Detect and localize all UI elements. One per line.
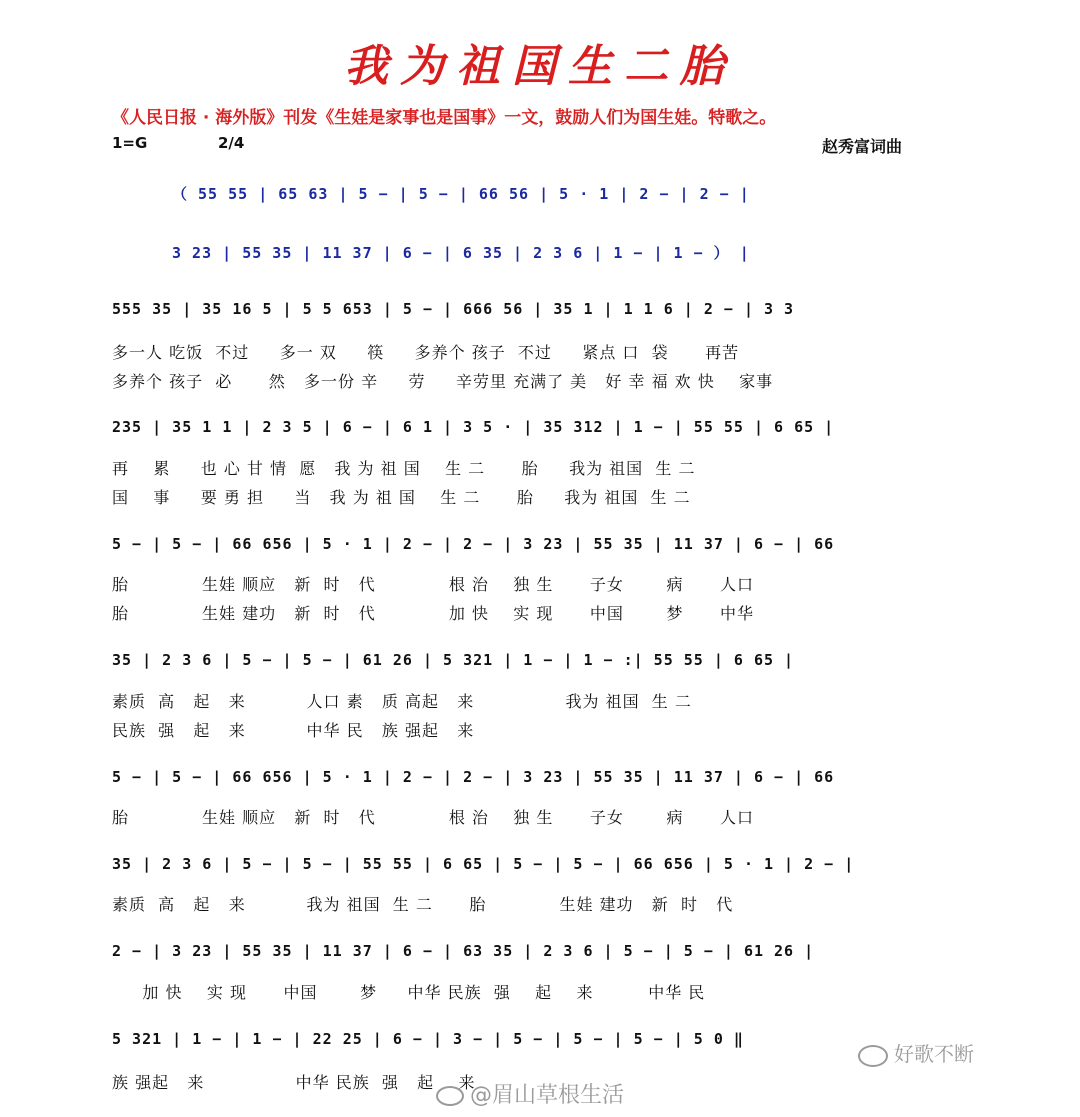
time-signature: 2/4 <box>218 134 245 152</box>
system-2-notes: 235 | 35 1 1 | 2 3 5 | 6 − | 6 1 | 3 5 · | 35 312 | 1 − | 55 55 | 6 65 | <box>112 418 835 436</box>
system-2-lyrics-verse-1: 再 累 也 心 甘 情 愿 我 为 祖 国 生 二 胎 我为 祖国 生 二 <box>112 459 696 478</box>
system-6-notes: 35 | 2 3 6 | 5 − | 5 − | 55 55 | 6 65 | 5 − | 5 − | 66 656 | 5 · 1 | 2 − | <box>112 855 855 873</box>
system-5-lyrics: 胎 生娃 顺应 新 时 代 根 治 独 生 子女 病 人口 <box>112 808 754 827</box>
watermark-right: 好歌不断 <box>858 1038 974 1067</box>
system-8-notes: 5 321 | 1 − | 1 − | 22 25 | 6 − | 3 − | 5 − | 5 − | 5 − | 5 0 ‖ <box>112 1030 744 1048</box>
system-8-lyrics: 族 强起 来 中华 民族 强 起 来 <box>112 1073 476 1092</box>
watermark-bottom: @眉山草根生活 <box>436 1078 624 1109</box>
system-3-lyrics-verse-2: 胎 生娃 建功 新 时 代 加 快 实 现 中国 梦 中华 <box>112 604 754 623</box>
key-signature: 1=G <box>112 134 148 152</box>
system-1-lyrics-verse-2: 多养个 孩子 必 然 多一份 辛 劳 辛劳里 充满了 美 好 幸 福 欢 快 家事 <box>112 372 774 391</box>
author-credit: 赵秀富词曲 <box>822 137 903 156</box>
system-1-notes: 555 35 | 35 16 5 | 5 5 653 | 5 − | 666 56 | 35 1 | 1 1 6 | 2 − | 3 3 <box>112 300 795 318</box>
intro-line-1: （ 55 55 | 65 63 | 5 − | 5 − | 66 56 | 5 · 1 | 2 − | 2 − | <box>172 185 750 203</box>
subtitle-note: 《人民日报 · 海外版》刊发《生娃是家事也是国事》一文，鼓励人们为国生娃。特歌之。 <box>112 108 777 128</box>
system-1-lyrics-verse-1: 多一人 吃饭 不过 多一 双 筷 多养个 孩子 不过 紧点 口 袋 再苦 <box>112 343 740 362</box>
system-3-lyrics-verse-1: 胎 生娃 顺应 新 时 代 根 治 独 生 子女 病 人口 <box>112 575 754 594</box>
system-2-lyrics-verse-2: 国 事 要 勇 担 当 我 为 祖 国 生 二 胎 我为 祖国 生 二 <box>112 488 691 507</box>
system-4-notes: 35 | 2 3 6 | 5 − | 5 − | 61 26 | 5 321 | 1 − | 1 − :| 55 55 | 6 65 | <box>112 651 795 669</box>
system-3-notes: 5 − | 5 − | 66 656 | 5 · 1 | 2 − | 2 − | 3 23 | 55 35 | 11 37 | 6 − | 66 <box>112 535 835 553</box>
song-title: 我为祖国生二胎 <box>344 41 736 92</box>
system-6-lyrics: 素质 高 起 来 我为 祖国 生 二 胎 生娃 建功 新 时 代 <box>112 895 734 914</box>
system-7-notes: 2 − | 3 23 | 55 35 | 11 37 | 6 − | 63 35 | 2 3 6 | 5 − | 5 − | 61 26 | <box>112 942 815 960</box>
system-7-lyrics: 加 快 实 现 中国 梦 中华 民族 强 起 来 中华 民 <box>112 983 706 1002</box>
weibo-icon <box>436 1086 464 1106</box>
system-5-notes: 5 − | 5 − | 66 656 | 5 · 1 | 2 − | 2 − | 3 23 | 55 35 | 11 37 | 6 − | 66 <box>112 768 835 786</box>
intro-line-2: 3 23 | 55 35 | 11 37 | 6 − | 6 35 | 2 3 6 | 1 − | 1 − ） | <box>172 244 750 262</box>
system-4-lyrics-verse-2: 民族 强 起 来 中华 民 族 强起 来 <box>112 721 475 740</box>
wechat-icon <box>858 1045 888 1067</box>
system-4-lyrics-verse-1: 素质 高 起 来 人口 素 质 高起 来 我为 祖国 生 二 <box>112 692 692 711</box>
